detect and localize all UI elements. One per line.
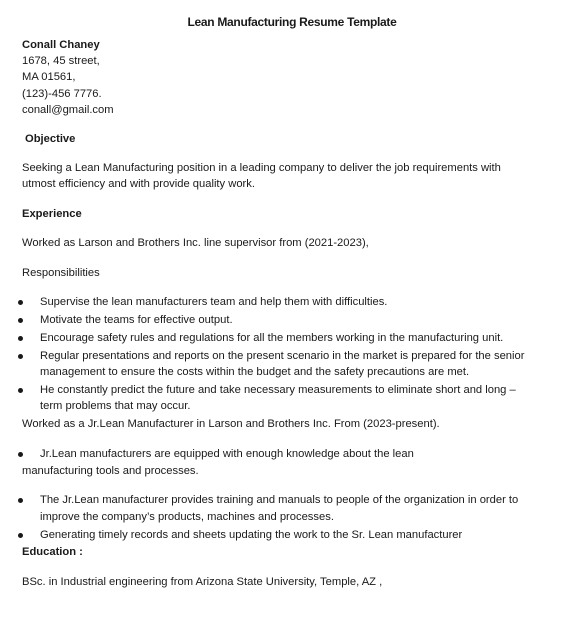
list-item-continuation: improve the company’s products, machines and processes. bbox=[40, 511, 334, 523]
address-line-1: 1678, 45 street, bbox=[22, 55, 100, 67]
experience-heading: Experience bbox=[22, 208, 82, 220]
bullet-dot bbox=[18, 498, 23, 503]
address-line-2: MA 01561, bbox=[22, 71, 76, 83]
list-item-continuation: term problems that may occur. bbox=[40, 400, 191, 412]
bullet-dot bbox=[18, 336, 23, 341]
objective-line-2: utmost efficiency and with provide quality work. bbox=[22, 178, 255, 190]
list-item: Supervise the lean manufacturers team and help them with difficulties. bbox=[40, 296, 388, 308]
bullet-dot bbox=[18, 533, 23, 538]
education-line: BSc. in Industrial engineering from Arizona State University, Temple, AZ , bbox=[22, 576, 383, 588]
job-1: Worked as Larson and Brothers Inc. line supervisor from (2021-2023), bbox=[22, 237, 369, 249]
bullet-dot bbox=[18, 300, 23, 305]
list-item: Motivate the teams for effective output. bbox=[40, 314, 233, 326]
list-item-continuation: management to ensure the costs within the budget and the safety precautions are met. bbox=[40, 366, 470, 378]
list-item: He constantly predict the future and take necessary measurements to eliminate short and long – bbox=[40, 384, 516, 396]
bullet-dot bbox=[18, 452, 23, 457]
list-item: Encourage safety rules and regulations for all the members working in the manufacturing unit. bbox=[40, 332, 504, 344]
email: conall@gmail.com bbox=[22, 104, 114, 116]
list-item: Generating timely records and sheets updating the work to the Sr. Lean manufacturer bbox=[40, 529, 463, 541]
bullet-dot bbox=[18, 354, 23, 359]
education-heading: Education : bbox=[22, 546, 83, 558]
list-item-continuation: manufacturing tools and processes. bbox=[22, 465, 199, 477]
phone: (123)-456 7776. bbox=[22, 88, 102, 100]
document-title: Lean Manufacturing Resume Template bbox=[187, 15, 397, 29]
list-item: The Jr.Lean manufacturer provides training and manuals to people of the organization in order to bbox=[40, 494, 519, 506]
objective-line-1: Seeking a Lean Manufacturing position in a leading company to deliver the job requirements with bbox=[22, 162, 501, 174]
objective-heading: Objective bbox=[25, 133, 76, 145]
bullet-dot bbox=[18, 318, 23, 323]
job-2: Worked as a Jr.Lean Manufacturer in Larson and Brothers Inc. From (2023-present). bbox=[22, 418, 440, 430]
responsibilities-heading: Responsibilities bbox=[22, 267, 100, 279]
candidate-name: Conall Chaney bbox=[22, 39, 100, 51]
list-item: Regular presentations and reports on the present scenario in the market is prepared for the senior bbox=[40, 350, 525, 362]
bullet-dot bbox=[18, 388, 23, 393]
list-item: Jr.Lean manufacturers are equipped with enough knowledge about the lean bbox=[40, 448, 414, 460]
